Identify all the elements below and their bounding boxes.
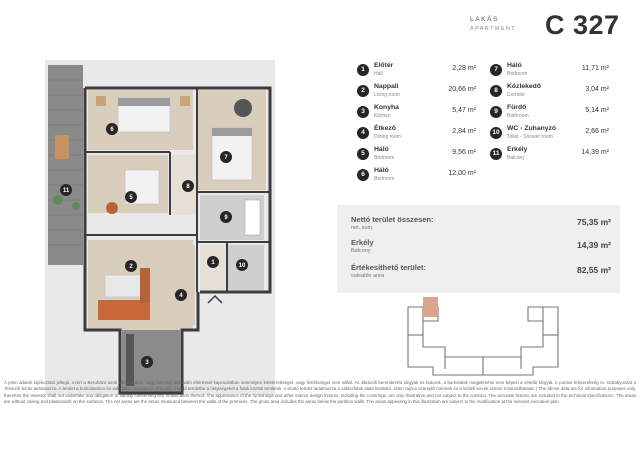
room-name: Erkély bbox=[507, 146, 528, 153]
rug bbox=[105, 275, 145, 297]
room-item bbox=[490, 62, 615, 82]
room-name: Előtér bbox=[374, 62, 394, 69]
room-name-en: Bedroom bbox=[374, 154, 395, 161]
room-number-badge: 2 bbox=[357, 85, 369, 97]
apartment-label-en: APARTMENT bbox=[470, 26, 517, 32]
sellable-area-row bbox=[351, 263, 611, 285]
room-name-en: Bedroom bbox=[374, 175, 395, 182]
room-item bbox=[357, 125, 482, 145]
kitchen-counter bbox=[126, 334, 134, 386]
room-item bbox=[357, 62, 482, 82]
balcony-area-row bbox=[351, 238, 611, 260]
room-name: Konyha bbox=[374, 104, 399, 111]
room-area: 20,66 m² bbox=[448, 86, 476, 93]
disclaimer-text: A jelen adatok tájékoztató jellegű, ezért a Beruházó azok változásával, vagy bármely attól való eltéréssel kapcsolatban semmilyen kötelezettséget, vagy felelősséget nem vállal. Az ábrázolt berendezési tárgyak és bútorok, a burkolatok megjelenése nem képezi a vételár tárgyát. A pontos felszereltség m. szabályozást a Tervezői leírás tartalmazza. A terület a burkolatokon és vakolatlan felületeken értendő. A nettó területbe a helyiségeket a falak közötti területek. A bruttó terület tartalmazza a válaszfalak alatti területet. Jelen rajzon szereplő méretek és a kiviteli tervek szerint módosulhatnak. | The above data are for information purposes only, therefore the Investor shall not undertake any obligation or liability concerning any modification thereof. The appearance of the furnishings and other interior design fixtures, including the coverings, are only illustrative and not subject to the contract. The accurate fixtures are included in the technical specifications. The areas are without casing and plasterwork on the surfaces. The net areas are the areas measured between the walls of the premises. The gross area includes the areas below the partition walls. The areas appearing in this illustration are subject to the modification at the relevant execution plan. bbox=[4, 380, 636, 404]
room-number-badge: 6 bbox=[357, 169, 369, 181]
room-item bbox=[490, 104, 615, 124]
balcony-area-label-en: Balcony bbox=[351, 248, 371, 254]
room-area: 5,47 m² bbox=[452, 107, 476, 114]
room-number-badge: 1 bbox=[357, 64, 369, 76]
plan-marker-5-label: 5 bbox=[129, 195, 133, 201]
room-number-badge: 7 bbox=[490, 64, 502, 76]
nightstand bbox=[96, 96, 106, 106]
room-area: 12,00 m² bbox=[448, 170, 476, 177]
room-name-en: Hall bbox=[374, 70, 383, 77]
plan-marker-6-label: 6 bbox=[110, 127, 114, 133]
room-name: Háló bbox=[374, 167, 389, 174]
room-area: 11,71 m² bbox=[581, 65, 609, 72]
room-item bbox=[357, 83, 482, 103]
room-item bbox=[357, 146, 482, 166]
apartment-label-hu: LAKÁS bbox=[470, 16, 499, 23]
room-area: 3,04 m² bbox=[585, 86, 609, 93]
room-name: Háló bbox=[374, 146, 389, 153]
room-name-en: Toilet - Shower room bbox=[507, 133, 553, 140]
bed-headboard bbox=[212, 128, 252, 136]
room-name-en: Bathroom bbox=[507, 112, 529, 119]
bathtub bbox=[245, 200, 260, 235]
sellable-area-label-en: saleable area bbox=[351, 273, 385, 279]
room-number-badge: 11 bbox=[490, 148, 502, 160]
room-item bbox=[490, 125, 615, 145]
round-rug bbox=[234, 99, 252, 117]
sideboard bbox=[140, 268, 150, 303]
armchair bbox=[106, 202, 118, 214]
room-number-badge: 5 bbox=[357, 148, 369, 160]
nightstand bbox=[180, 96, 190, 106]
room-item bbox=[357, 104, 482, 124]
plan-marker-2-label: 2 bbox=[129, 264, 133, 270]
plan-marker-7-label: 7 bbox=[224, 155, 228, 161]
plan-marker-10-label: 10 bbox=[238, 263, 246, 269]
room-number-badge: 4 bbox=[357, 127, 369, 139]
sellable-area-value: 82,55 m² bbox=[576, 265, 611, 275]
room-name: Fürdő bbox=[507, 104, 527, 111]
room-area: 5,14 m² bbox=[585, 107, 609, 114]
floor-plan-drawing bbox=[0, 0, 330, 400]
room-area: 2,66 m² bbox=[585, 128, 609, 135]
room-number-badge: 9 bbox=[490, 106, 502, 118]
room-name: Nappali bbox=[374, 83, 399, 90]
room-name-en: Kitchen bbox=[374, 112, 391, 119]
plan-marker-8-label: 8 bbox=[186, 184, 190, 190]
room-name-en: Living room bbox=[374, 91, 400, 98]
room-name-en: Balcony bbox=[507, 154, 525, 161]
highlighted-unit bbox=[423, 297, 438, 317]
room-name-en: Dining room bbox=[374, 133, 401, 140]
room-area: 9,56 m² bbox=[452, 149, 476, 156]
floor-plan bbox=[0, 0, 330, 400]
balcony-area-value: 14,39 m² bbox=[576, 240, 611, 250]
room-number-badge: 3 bbox=[357, 106, 369, 118]
balcony-table bbox=[55, 135, 69, 159]
net-area-label-en: net. sum. bbox=[351, 225, 374, 231]
net-area-value: 75,35 m² bbox=[576, 217, 611, 227]
room-name-en: Bedroom bbox=[507, 70, 528, 77]
room-name: Étkező bbox=[374, 125, 396, 132]
room-number-badge: 10 bbox=[490, 127, 502, 139]
net-area-label: Nettó terület összesen: bbox=[351, 215, 434, 224]
balcony-plant bbox=[53, 195, 63, 205]
bed-headboard bbox=[118, 98, 170, 106]
net-area-row bbox=[351, 215, 611, 237]
dining-floor bbox=[150, 245, 195, 325]
plan-marker-9-label: 9 bbox=[224, 215, 228, 221]
plan-marker-1-label: 1 bbox=[211, 260, 215, 266]
apartment-header bbox=[470, 10, 630, 42]
room-name-en: Corridor bbox=[507, 91, 526, 98]
balcony-plant bbox=[72, 202, 80, 210]
plan-marker-3-label: 3 bbox=[145, 360, 149, 366]
room-item bbox=[357, 167, 482, 187]
room-area: 2,84 m² bbox=[452, 128, 476, 135]
key-plan bbox=[393, 297, 578, 377]
apartment-code: C 327 bbox=[545, 10, 620, 40]
room-name: Közlekedő bbox=[507, 83, 541, 90]
balcony-area-label: Erkély bbox=[351, 238, 374, 247]
room-item bbox=[490, 83, 615, 103]
room-name: WC - Zuhanyzó bbox=[507, 125, 557, 132]
room-number-badge: 8 bbox=[490, 85, 502, 97]
room-area: 14,39 m² bbox=[581, 149, 609, 156]
plan-marker-11-label: 11 bbox=[62, 188, 70, 194]
area-summary bbox=[337, 205, 620, 293]
plan-marker-4-label: 4 bbox=[179, 293, 183, 299]
sellable-area-label: Értékesíthető terület: bbox=[351, 263, 427, 272]
room-name: Háló bbox=[507, 62, 522, 69]
room-item bbox=[490, 146, 615, 166]
room-area: 2,28 m² bbox=[452, 65, 476, 72]
